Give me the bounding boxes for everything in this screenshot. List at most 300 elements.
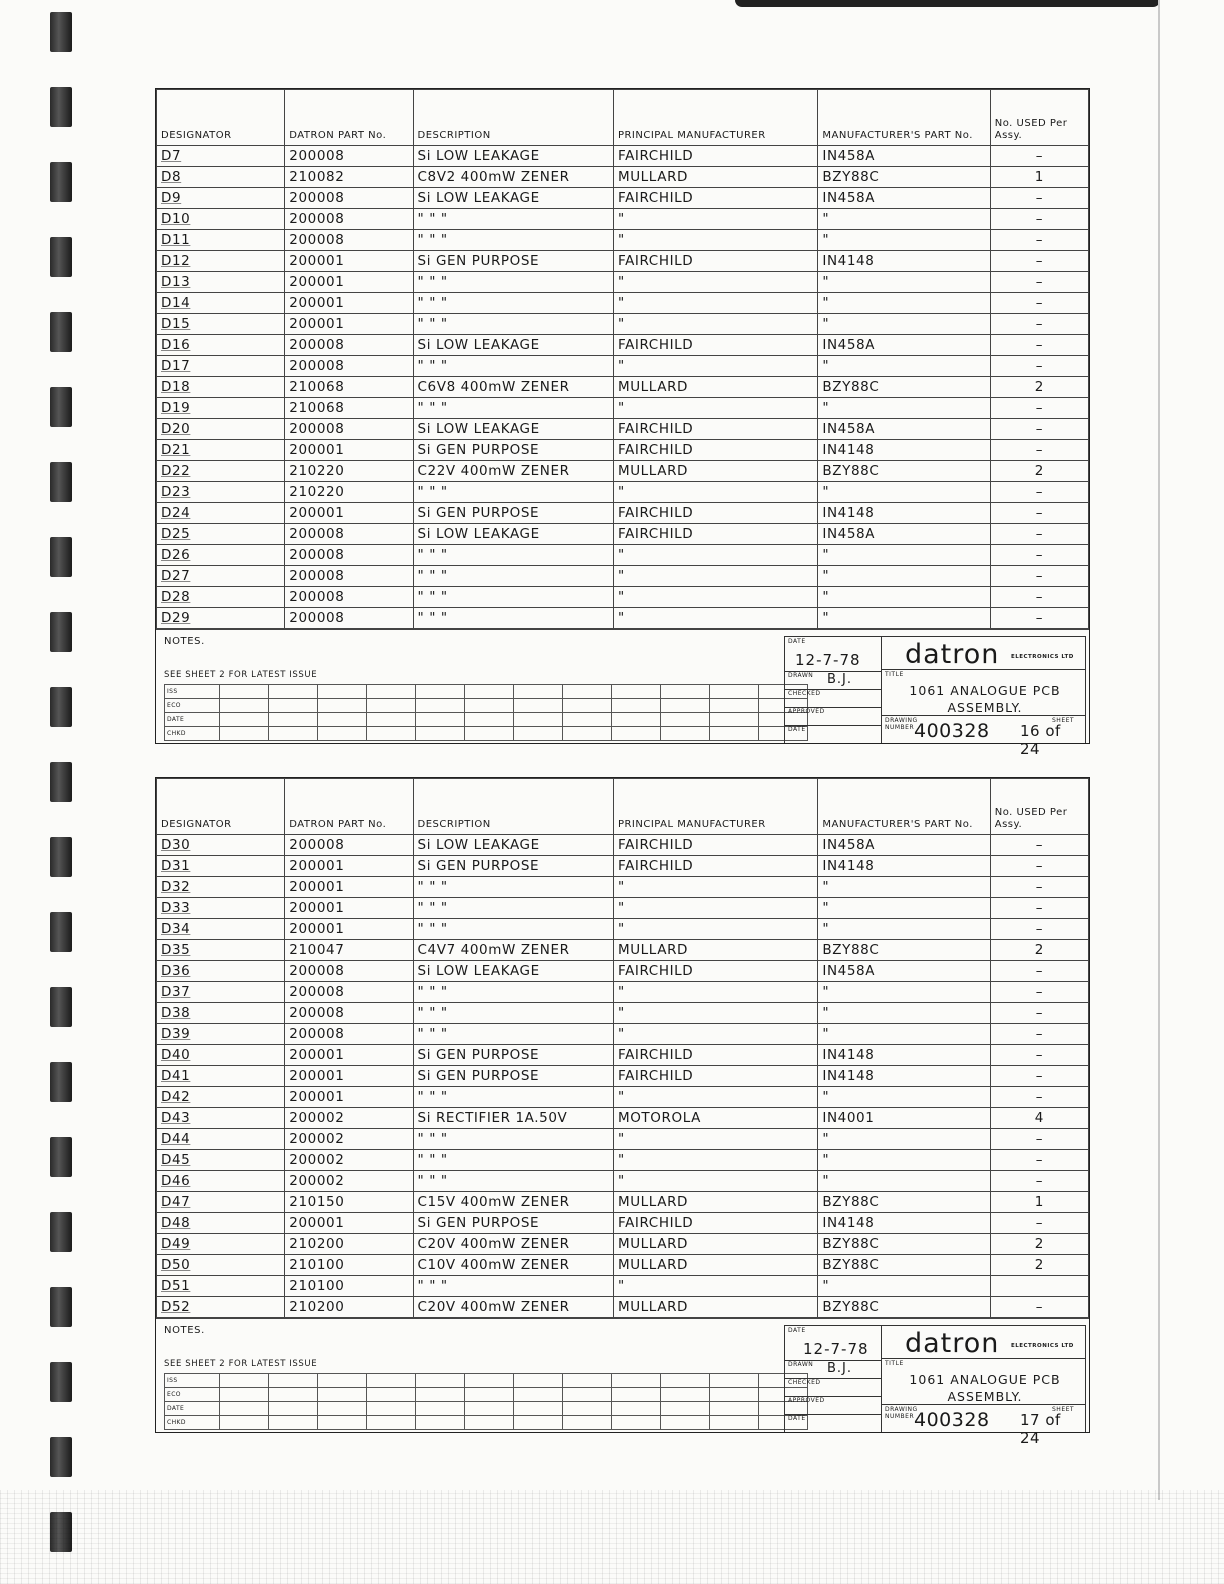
- cell-description: C20V 400mW ZENER: [413, 1234, 613, 1255]
- date2-cell: [785, 725, 881, 743]
- cell-designator: D33: [157, 898, 285, 919]
- cell-manufacturer: MULLARD: [613, 1192, 817, 1213]
- revision-cell: [220, 1416, 269, 1430]
- cell-qty: 1: [990, 167, 1088, 188]
- cell-mfr-part: BZY88C: [818, 1192, 990, 1213]
- cell-description: " " ": [413, 587, 613, 608]
- table-row: [157, 1276, 1089, 1297]
- cell-description: Si LOW LEAKAGE: [413, 524, 613, 545]
- cell-manufacturer: ": [613, 356, 817, 377]
- table-row: [157, 1066, 1089, 1087]
- cell-designator: D10: [157, 209, 285, 230]
- checked-cell: [785, 1378, 881, 1397]
- cell-description: " " ": [413, 293, 613, 314]
- revision-cell: [269, 699, 318, 713]
- cell-description: " " ": [413, 1150, 613, 1171]
- revision-cell: [612, 1402, 661, 1416]
- drawn-value: B.J.: [827, 672, 853, 687]
- cell-mfr-part: IN4148: [818, 1066, 990, 1087]
- date2-label: DATE: [788, 726, 806, 733]
- cell-designator: D41: [157, 1066, 285, 1087]
- revision-cell: [661, 1402, 710, 1416]
- cell-qty: 4: [990, 1108, 1088, 1129]
- cell-description: " " ": [413, 898, 613, 919]
- revision-cell: [416, 699, 465, 713]
- revision-cell: [220, 1374, 269, 1388]
- cell-manufacturer: ": [613, 209, 817, 230]
- cell-description: " " ": [413, 608, 613, 629]
- revision-cell: [710, 685, 759, 699]
- revision-cell: [710, 1402, 759, 1416]
- cell-qty: –: [990, 314, 1088, 335]
- cell-manufacturer: FAIRCHILD: [613, 419, 817, 440]
- logo-subtitle: ELECTRONICS LTD: [1011, 1343, 1074, 1349]
- cell-qty: –: [990, 188, 1088, 209]
- cell-mfr-part: ": [818, 877, 990, 898]
- cell-manufacturer: ": [613, 1150, 817, 1171]
- table-row: [157, 146, 1089, 167]
- cell-description: " " ": [413, 1276, 613, 1297]
- cell-description: C20V 400mW ZENER: [413, 1297, 613, 1318]
- cell-qty: –: [990, 1150, 1088, 1171]
- revision-cell: [465, 713, 514, 727]
- revision-cell: [710, 713, 759, 727]
- approved-cell: [785, 707, 881, 726]
- cell-manufacturer: MULLARD: [613, 940, 817, 961]
- table-body: [157, 146, 1089, 629]
- cell-mfr-part: BZY88C: [818, 1234, 990, 1255]
- binding-ring: [50, 462, 72, 502]
- cell-manufacturer: ": [613, 587, 817, 608]
- cell-part-no: 200002: [285, 1129, 413, 1150]
- binding-ring: [50, 87, 72, 127]
- checked-label: CHECKED: [788, 1379, 821, 1386]
- cell-manufacturer: ": [613, 1003, 817, 1024]
- cell-description: Si LOW LEAKAGE: [413, 146, 613, 167]
- cell-mfr-part: IN458A: [818, 961, 990, 982]
- cell-qty: –: [990, 877, 1088, 898]
- cell-qty: –: [990, 272, 1088, 293]
- cell-part-no: 200008: [285, 835, 413, 856]
- cell-mfr-part: IN458A: [818, 188, 990, 209]
- cell-part-no: 200001: [285, 1045, 413, 1066]
- revision-cell: [220, 713, 269, 727]
- table-row: [157, 335, 1089, 356]
- cell-manufacturer: FAIRCHILD: [613, 835, 817, 856]
- cell-part-no: 210068: [285, 398, 413, 419]
- revision-cell: [465, 727, 514, 741]
- cell-manufacturer: MULLARD: [613, 167, 817, 188]
- parts-table: [156, 89, 1089, 629]
- table-row: [157, 919, 1089, 940]
- revision-label: DATE: [165, 713, 220, 727]
- cell-part-no: 210068: [285, 377, 413, 398]
- cell-manufacturer: ": [613, 314, 817, 335]
- cell-qty: [990, 1276, 1088, 1297]
- revision-row: [165, 1374, 808, 1388]
- cell-qty: –: [990, 335, 1088, 356]
- revision-cell: [367, 727, 416, 741]
- drawing-number-cell: [882, 715, 1085, 758]
- table-row: [157, 461, 1089, 482]
- binding-ring: [50, 1287, 72, 1327]
- cell-part-no: 200002: [285, 1171, 413, 1192]
- date2-label: DATE: [788, 1415, 806, 1422]
- cell-designator: D32: [157, 877, 285, 898]
- cell-mfr-part: ": [818, 314, 990, 335]
- table-row: [157, 1024, 1089, 1045]
- cell-part-no: 200008: [285, 545, 413, 566]
- cell-mfr-part: ": [818, 1087, 990, 1108]
- cell-mfr-part: ": [818, 1150, 990, 1171]
- table-row: [157, 835, 1089, 856]
- cell-mfr-part: ": [818, 1171, 990, 1192]
- revision-cell: [465, 1388, 514, 1402]
- revision-cell: [514, 1416, 563, 1430]
- cell-part-no: 200001: [285, 503, 413, 524]
- revision-cell: [318, 699, 367, 713]
- cell-mfr-part: IN458A: [818, 146, 990, 167]
- cell-manufacturer: FAIRCHILD: [613, 1066, 817, 1087]
- revision-cell: [318, 713, 367, 727]
- cell-designator: D46: [157, 1171, 285, 1192]
- date-label: DATE: [788, 638, 806, 645]
- cell-designator: D38: [157, 1003, 285, 1024]
- cell-manufacturer: ": [613, 566, 817, 587]
- table-row: [157, 1129, 1089, 1150]
- checked-label: CHECKED: [788, 690, 821, 697]
- date-cell: [785, 637, 881, 672]
- table-row: [157, 440, 1089, 461]
- cell-description: " " ": [413, 398, 613, 419]
- scan-noise: [0, 1490, 1224, 1584]
- revision-cell: [465, 1416, 514, 1430]
- cell-description: " " ": [413, 356, 613, 377]
- header-part-no: DATRON PART No.: [285, 90, 413, 146]
- cell-designator: D49: [157, 1234, 285, 1255]
- table-row: [157, 398, 1089, 419]
- revision-label: ISS: [165, 685, 220, 699]
- cell-mfr-part: BZY88C: [818, 1297, 990, 1318]
- revision-row: [165, 1416, 808, 1430]
- table-row: [157, 856, 1089, 877]
- cell-part-no: 200002: [285, 1150, 413, 1171]
- revision-cell: [367, 1388, 416, 1402]
- revision-cell: [269, 1416, 318, 1430]
- cell-mfr-part: BZY88C: [818, 1255, 990, 1276]
- binding-ring: [50, 1362, 72, 1402]
- cell-qty: –: [990, 356, 1088, 377]
- cell-manufacturer: ": [613, 898, 817, 919]
- cell-designator: D9: [157, 188, 285, 209]
- cell-part-no: 200001: [285, 272, 413, 293]
- cell-qty: –: [990, 146, 1088, 167]
- revision-table: [164, 684, 808, 741]
- revision-cell: [661, 685, 710, 699]
- approval-column: [785, 637, 882, 743]
- revision-cell: [661, 1388, 710, 1402]
- cell-description: Si GEN PURPOSE: [413, 1066, 613, 1087]
- cell-manufacturer: ": [613, 877, 817, 898]
- cell-mfr-part: ": [818, 1003, 990, 1024]
- table-row: [157, 272, 1089, 293]
- revision-cell: [612, 685, 661, 699]
- cell-part-no: 210220: [285, 482, 413, 503]
- cell-description: Si GEN PURPOSE: [413, 440, 613, 461]
- revision-cell: [269, 727, 318, 741]
- cell-qty: 2: [990, 461, 1088, 482]
- binding-ring: [50, 237, 72, 277]
- table-row: [157, 251, 1089, 272]
- cell-description: Si GEN PURPOSE: [413, 856, 613, 877]
- see-sheet-note: SEE SHEET 2 FOR LATEST ISSUE: [164, 670, 318, 680]
- cell-designator: D42: [157, 1087, 285, 1108]
- title-block: [784, 1325, 1086, 1447]
- revision-cell: [367, 685, 416, 699]
- cell-manufacturer: FAIRCHILD: [613, 146, 817, 167]
- date-value: 12-7-78: [803, 1340, 869, 1358]
- table-row: [157, 898, 1089, 919]
- cell-qty: –: [990, 1045, 1088, 1066]
- cell-part-no: 200001: [285, 1087, 413, 1108]
- cell-part-no: 210100: [285, 1255, 413, 1276]
- table-row: [157, 1234, 1089, 1255]
- revision-cell: [612, 1416, 661, 1430]
- cell-designator: D19: [157, 398, 285, 419]
- cell-part-no: 200001: [285, 898, 413, 919]
- revision-cell: [563, 713, 612, 727]
- drawing-number-cell: [882, 1404, 1085, 1447]
- revision-cell: [514, 713, 563, 727]
- cell-designator: D39: [157, 1024, 285, 1045]
- revision-cell: [563, 727, 612, 741]
- cell-manufacturer: ": [613, 1129, 817, 1150]
- cell-mfr-part: IN4001: [818, 1108, 990, 1129]
- cell-qty: –: [990, 587, 1088, 608]
- title-block-area: [156, 1318, 1089, 1447]
- cell-mfr-part: ": [818, 919, 990, 940]
- parts-table: [156, 778, 1089, 1318]
- cell-designator: D35: [157, 940, 285, 961]
- revision-table: [164, 1373, 808, 1430]
- cell-qty: –: [990, 545, 1088, 566]
- revision-cell: [416, 1402, 465, 1416]
- table-row: [157, 209, 1089, 230]
- revision-cell: [612, 1388, 661, 1402]
- binding-ring: [50, 162, 72, 202]
- cell-mfr-part: IN4148: [818, 1045, 990, 1066]
- cell-part-no: 200001: [285, 1213, 413, 1234]
- table-row: [157, 524, 1089, 545]
- cell-designator: D14: [157, 293, 285, 314]
- cell-part-no: 200008: [285, 356, 413, 377]
- revision-label: ECO: [165, 1388, 220, 1402]
- cell-designator: D15: [157, 314, 285, 335]
- binding-ring: [50, 837, 72, 877]
- cell-description: " " ": [413, 1171, 613, 1192]
- title-label: TITLE: [885, 671, 904, 678]
- revision-cell: [612, 713, 661, 727]
- checked-cell: [785, 689, 881, 708]
- header-manufacturer: PRINCIPAL MANUFACTURER: [613, 779, 817, 835]
- cell-manufacturer: ": [613, 482, 817, 503]
- cell-mfr-part: IN4148: [818, 1213, 990, 1234]
- table-row: [157, 877, 1089, 898]
- revision-row: [165, 727, 808, 741]
- revision-cell: [465, 685, 514, 699]
- revision-label: DATE: [165, 1402, 220, 1416]
- approved-cell: [785, 1396, 881, 1415]
- cell-qty: –: [990, 961, 1088, 982]
- revision-cell: [367, 1374, 416, 1388]
- table-row: [157, 961, 1089, 982]
- title-label: TITLE: [885, 1360, 904, 1367]
- cell-manufacturer: FAIRCHILD: [613, 335, 817, 356]
- scan-edge-mark: [735, 0, 1160, 7]
- parts-list-sheet-17: [155, 777, 1090, 1447]
- revision-cell: [661, 1374, 710, 1388]
- approved-label: APPROVED: [788, 708, 825, 715]
- cell-manufacturer: FAIRCHILD: [613, 524, 817, 545]
- table-row: [157, 1213, 1089, 1234]
- cell-manufacturer: ": [613, 545, 817, 566]
- cell-qty: –: [990, 398, 1088, 419]
- cell-designator: D51: [157, 1276, 285, 1297]
- cell-mfr-part: ": [818, 1024, 990, 1045]
- binding-ring: [50, 1137, 72, 1177]
- binding-ring: [50, 987, 72, 1027]
- revision-label: CHKD: [165, 1416, 220, 1430]
- cell-part-no: 200008: [285, 1003, 413, 1024]
- cell-manufacturer: MULLARD: [613, 461, 817, 482]
- table-row: [157, 940, 1089, 961]
- parts-list-sheet-16: [155, 88, 1090, 758]
- cell-part-no: 200001: [285, 856, 413, 877]
- date-label: DATE: [788, 1327, 806, 1334]
- revision-cell: [710, 699, 759, 713]
- cell-qty: –: [990, 419, 1088, 440]
- revision-label: ISS: [165, 1374, 220, 1388]
- sheet-number: 16 of 24: [1020, 722, 1061, 758]
- cell-qty: –: [990, 856, 1088, 877]
- cell-qty: –: [990, 1129, 1088, 1150]
- cell-part-no: 210150: [285, 1192, 413, 1213]
- title-block-area: [156, 629, 1089, 758]
- table-row: [157, 587, 1089, 608]
- table-row: [157, 1108, 1089, 1129]
- revision-cell: [465, 1402, 514, 1416]
- drawing-title: 1061 ANALOGUE PCB ASSEMBLY.: [909, 683, 1061, 715]
- cell-manufacturer: ": [613, 1171, 817, 1192]
- cell-manufacturer: ": [613, 1276, 817, 1297]
- table-row: [157, 982, 1089, 1003]
- sheet-label: SHEET: [1052, 717, 1075, 724]
- cell-mfr-part: IN458A: [818, 835, 990, 856]
- revision-cell: [416, 1374, 465, 1388]
- cell-description: C6V8 400mW ZENER: [413, 377, 613, 398]
- revision-cell: [318, 1416, 367, 1430]
- header-qty: No. USED Per Assy.: [990, 779, 1088, 835]
- cell-manufacturer: ": [613, 230, 817, 251]
- cell-qty: –: [990, 608, 1088, 629]
- cell-designator: D16: [157, 335, 285, 356]
- table-row: [157, 356, 1089, 377]
- cell-manufacturer: FAIRCHILD: [613, 503, 817, 524]
- revision-cell: [514, 727, 563, 741]
- revision-cell: [514, 1388, 563, 1402]
- cell-manufacturer: FAIRCHILD: [613, 856, 817, 877]
- cell-mfr-part: ": [818, 898, 990, 919]
- table-row: [157, 545, 1089, 566]
- revision-cell: [514, 1402, 563, 1416]
- cell-designator: D7: [157, 146, 285, 167]
- cell-description: Si LOW LEAKAGE: [413, 188, 613, 209]
- table-row: [157, 1150, 1089, 1171]
- cell-manufacturer: ": [613, 398, 817, 419]
- revision-cell: [269, 1374, 318, 1388]
- revision-cell: [514, 685, 563, 699]
- revision-cell: [318, 1374, 367, 1388]
- cell-designator: D8: [157, 167, 285, 188]
- cell-mfr-part: ": [818, 230, 990, 251]
- revision-cell: [269, 1402, 318, 1416]
- revision-cell: [661, 699, 710, 713]
- revision-cell: [710, 1416, 759, 1430]
- cell-qty: –: [990, 251, 1088, 272]
- cell-qty: 1: [990, 1192, 1088, 1213]
- cell-designator: D22: [157, 461, 285, 482]
- cell-part-no: 200008: [285, 335, 413, 356]
- title-cell: [882, 1358, 1085, 1405]
- cell-part-no: 200008: [285, 566, 413, 587]
- revision-cell: [661, 1416, 710, 1430]
- cell-manufacturer: MULLARD: [613, 1255, 817, 1276]
- cell-mfr-part: ": [818, 587, 990, 608]
- cell-description: Si GEN PURPOSE: [413, 251, 613, 272]
- cell-part-no: 200001: [285, 1066, 413, 1087]
- table-row: [157, 377, 1089, 398]
- revision-cell: [416, 713, 465, 727]
- table-row: [157, 1192, 1089, 1213]
- revision-row: [165, 685, 808, 699]
- cell-description: " " ": [413, 1129, 613, 1150]
- cell-qty: –: [990, 1297, 1088, 1318]
- cell-description: " " ": [413, 1024, 613, 1045]
- table-row: [157, 1297, 1089, 1318]
- revision-cell: [220, 1402, 269, 1416]
- drawn-label: DRAWN: [788, 672, 814, 679]
- page-edge: [1158, 0, 1160, 1500]
- cell-part-no: 200008: [285, 209, 413, 230]
- cell-designator: D50: [157, 1255, 285, 1276]
- cell-part-no: 200008: [285, 230, 413, 251]
- table-row: [157, 167, 1089, 188]
- cell-part-no: 200008: [285, 961, 413, 982]
- drawn-cell: [785, 671, 881, 690]
- cell-designator: D44: [157, 1129, 285, 1150]
- cell-part-no: 210200: [285, 1297, 413, 1318]
- cell-mfr-part: ": [818, 1276, 990, 1297]
- datron-logo: datron: [905, 639, 1000, 670]
- cell-mfr-part: IN4148: [818, 856, 990, 877]
- cell-designator: D20: [157, 419, 285, 440]
- cell-description: " " ": [413, 230, 613, 251]
- cell-qty: –: [990, 482, 1088, 503]
- cell-manufacturer: ": [613, 919, 817, 940]
- cell-mfr-part: IN4148: [818, 440, 990, 461]
- cell-manufacturer: ": [613, 608, 817, 629]
- table-row: [157, 482, 1089, 503]
